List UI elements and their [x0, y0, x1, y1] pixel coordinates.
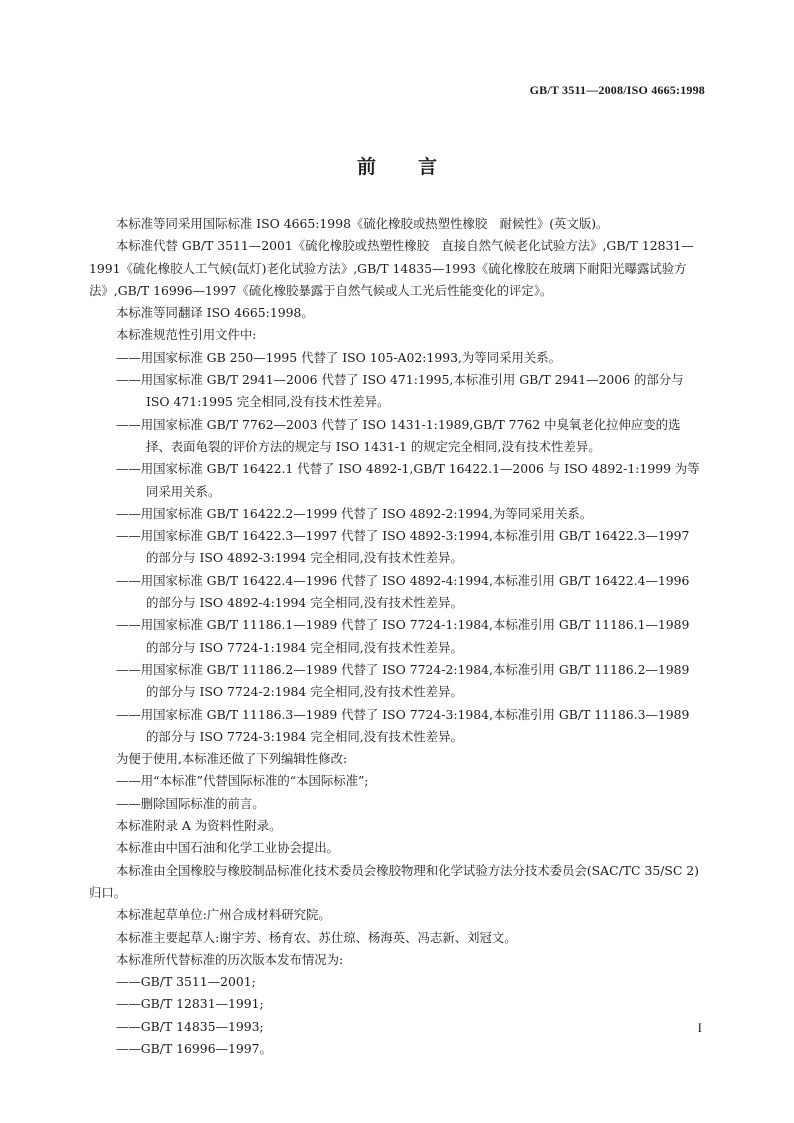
history-item: ——GB/T 3511—2001;	[116, 974, 256, 990]
reference-item: ——用国家标准 GB/T 11186.1—1989 代替了 ISO 7724-1:1984,本标准引用 GB/T 11186.1—1989 的部分与 ISO 7724-1:1984 完全相同,没有技术性差异。	[116, 617, 690, 655]
edit-item: ——删除国际标准的前言。	[116, 795, 265, 811]
reference-item: ——用国家标准 GB/T 11186.2—1989 代替了 ISO 7724-2:1984,本标准引用 GB/T 11186.2—1989 的部分与 ISO 7724-2:1984 完全相同,没有技术性差异。	[116, 661, 690, 700]
paragraph: 本标准等同翻译 ISO 4665:1998。	[116, 305, 314, 321]
reference-item: ——用国家标准 GB/T 7762—2003 代替了 ISO 1431-1:1989,GB/T 7762 中臭氧老化拉伸应变的选择、表面龟裂的评价方法的规定与 ISO 1431-1 的规定完全相同,没有技术性差异。	[116, 416, 681, 454]
history-item: ——GB/T 16996—1997。	[116, 1040, 272, 1056]
paragraph: 本标准起草单位:广州合成材料研究院。	[116, 907, 331, 923]
page-title: 前言	[356, 156, 479, 178]
reference-item: ——用国家标准 GB/T 2941—2006 代替了 ISO 471:1995,本标准引用 GB/T 2941—2006 的部分与 ISO 471:1995 完全相同,没有技术性差异。	[116, 372, 684, 410]
paragraph: 本标准代替 GB/T 3511—2001《硫化橡胶或热塑性橡胶 直接自然气候老化试验方法》,GB/T 12831—1991《硫化橡胶人工气候(氙灯)老化试验方法》,GB/T 14835—1993《硫化橡胶在玻璃下耐阳光曝露试验方法》,GB/T 16996—1997《硫化橡胶暴露于自然气候或人工光后性能变化的评定》。	[89, 238, 694, 298]
paragraph: 本标准等同采用国际标准 ISO 4665:1998《硫化橡胶或热塑性橡胶 耐候性》(英文版)。	[116, 216, 609, 231]
history-item: ——GB/T 12831—1991;	[116, 996, 264, 1012]
paragraph: 本标准由全国橡胶与橡胶制品标准化技术委员会橡胶物理和化学试验方法分技术委员会(SAC/TC 35/SC 2)归口。	[89, 862, 700, 900]
reference-item: ——用国家标准 GB/T 11186.3—1989 代替了 ISO 7724-3:1984,本标准引用 GB/T 11186.3—1989 的部分与 ISO 7724-3:1984 完全相同,没有技术性差异。	[116, 706, 690, 744]
reference-item: ——用国家标准 GB/T 16422.1 代替了 ISO 4892-1,GB/T 16422.1—2006 与 ISO 4892-1:1999 为等同采用关系。	[116, 461, 700, 499]
paragraph: 为便于使用,本标准还做了下列编辑性修改:	[116, 751, 348, 767]
reference-item: ——用国家标准 GB/T 16422.2—1999 代替了 ISO 4892-2:1994,为等同采用关系。	[116, 505, 593, 521]
paragraph: 本标准规范性引用文件中:	[116, 327, 257, 343]
history-item: ——GB/T 14835—1993;	[116, 1018, 264, 1034]
paragraph: 本标准主要起草人:谢宇芳、杨育农、苏仕琼、杨海英、冯志新、刘冠文。	[116, 929, 517, 945]
paragraph: 本标准由中国石油和化学工业协会提出。	[116, 840, 340, 856]
paragraph: 本标准所代替标准的历次版本发布情况为:	[116, 951, 344, 967]
edit-item: ——用“本标准”代替国际标准的“本国际标准”;	[116, 773, 369, 789]
page-header: GB/T 3511—2008/ISO 4665:1998	[529, 83, 705, 97]
reference-item: ——用国家标准 GB 250—1995 代替了 ISO 105-A02:1993,为等同采用关系。	[116, 349, 562, 365]
paragraph: 本标准附录 A 为资料性附录。	[116, 818, 282, 834]
foreword-body	[89, 213, 705, 1060]
reference-item: ——用国家标准 GB/T 16422.3—1997 代替了 ISO 4892-3:1994,本标准引用 GB/T 16422.3—1997 的部分与 ISO 4892-3:1994 完全相同,没有技术性差异。	[116, 528, 690, 566]
reference-item: ——用国家标准 GB/T 16422.4—1996 代替了 ISO 4892-4:1994,本标准引用 GB/T 16422.4—1996 的部分与 ISO 4892-4:1994 完全相同,没有技术性差异。	[116, 572, 690, 611]
page-number: I	[697, 1020, 702, 1035]
